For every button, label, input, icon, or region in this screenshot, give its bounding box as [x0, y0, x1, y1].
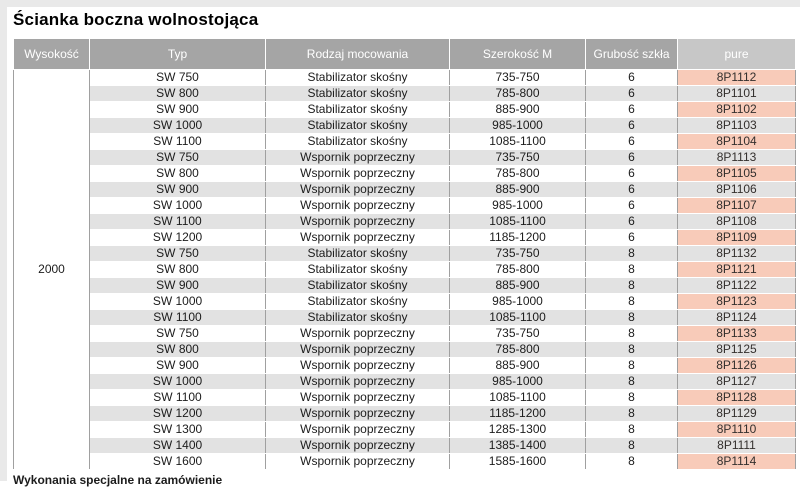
table-row	[14, 326, 796, 342]
table-row	[14, 102, 796, 118]
cell-pure: 8P1132	[678, 246, 796, 262]
cell-rodzaj-mocowania: Stabilizator skośny	[266, 278, 450, 294]
cell-grubosc-szkla: 6	[586, 214, 678, 230]
cell-grubosc-szkla: 8	[586, 294, 678, 310]
cell-typ: SW 750	[90, 150, 266, 166]
cell-szerokosc-m: 1085-1100	[450, 310, 586, 326]
cell-typ: SW 1600	[90, 454, 266, 470]
cell-pure: 8P1104	[678, 134, 796, 150]
cell-pure: 8P1127	[678, 374, 796, 390]
cell-grubosc-szkla: 6	[586, 134, 678, 150]
cell-grubosc-szkla: 8	[586, 342, 678, 358]
cell-grubosc-szkla: 6	[586, 70, 678, 86]
cell-pure: 8P1101	[678, 86, 796, 102]
cell-typ: SW 1000	[90, 374, 266, 390]
cell-rodzaj-mocowania: Wspornik poprzeczny	[266, 166, 450, 182]
cell-pure: 8P1123	[678, 294, 796, 310]
column-header-pure: pure	[678, 39, 796, 70]
cell-pure: 8P1124	[678, 310, 796, 326]
cell-pure: 8P1133	[678, 326, 796, 342]
table-row	[14, 118, 796, 134]
cell-pure: 8P1129	[678, 406, 796, 422]
cell-grubosc-szkla: 6	[586, 102, 678, 118]
table-row	[14, 246, 796, 262]
column-header-grubosc-szkla: Grubość szkła	[586, 39, 678, 70]
cell-szerokosc-m: 885-900	[450, 182, 586, 198]
column-header-wysokosc: Wysokość	[14, 39, 90, 70]
table-row	[14, 134, 796, 150]
cell-rodzaj-mocowania: Stabilizator skośny	[266, 102, 450, 118]
cell-typ: SW 1000	[90, 198, 266, 214]
cell-rodzaj-mocowania: Stabilizator skośny	[266, 118, 450, 134]
cell-rodzaj-mocowania: Wspornik poprzeczny	[266, 230, 450, 246]
cell-pure: 8P1108	[678, 214, 796, 230]
cell-typ: SW 1100	[90, 390, 266, 406]
cell-typ: SW 800	[90, 262, 266, 278]
table-row	[14, 70, 796, 86]
cell-rodzaj-mocowania: Wspornik poprzeczny	[266, 406, 450, 422]
cell-typ: SW 800	[90, 342, 266, 358]
cell-grubosc-szkla: 8	[586, 454, 678, 470]
cell-grubosc-szkla: 6	[586, 86, 678, 102]
cell-grubosc-szkla: 6	[586, 150, 678, 166]
cell-szerokosc-m: 785-800	[450, 342, 586, 358]
cell-szerokosc-m: 785-800	[450, 262, 586, 278]
cell-grubosc-szkla: 8	[586, 422, 678, 438]
cell-szerokosc-m: 735-750	[450, 70, 586, 86]
cell-pure: 8P1112	[678, 70, 796, 86]
cell-grubosc-szkla: 8	[586, 246, 678, 262]
cell-rodzaj-mocowania: Wspornik poprzeczny	[266, 214, 450, 230]
cell-pure: 8P1111	[678, 438, 796, 454]
table-row	[14, 422, 796, 438]
cell-szerokosc-m: 1185-1200	[450, 406, 586, 422]
cell-rodzaj-mocowania: Wspornik poprzeczny	[266, 198, 450, 214]
table-row	[14, 86, 796, 102]
table-row	[14, 454, 796, 470]
cell-typ: SW 750	[90, 246, 266, 262]
cell-pure: 8P1103	[678, 118, 796, 134]
product-table	[13, 38, 796, 470]
cell-pure: 8P1109	[678, 230, 796, 246]
cell-pure: 8P1125	[678, 342, 796, 358]
table-row	[14, 342, 796, 358]
cell-szerokosc-m: 885-900	[450, 358, 586, 374]
cell-grubosc-szkla: 6	[586, 198, 678, 214]
header-row	[14, 39, 796, 70]
cell-pure: 8P1113	[678, 150, 796, 166]
column-header-rodzaj-mocowania: Rodzaj mocowania	[266, 39, 450, 70]
cell-rodzaj-mocowania: Stabilizator skośny	[266, 310, 450, 326]
cell-typ: SW 1100	[90, 214, 266, 230]
table-row	[14, 182, 796, 198]
cell-rodzaj-mocowania: Wspornik poprzeczny	[266, 438, 450, 454]
column-header-typ: Typ	[90, 39, 266, 70]
cell-rodzaj-mocowania: Stabilizator skośny	[266, 134, 450, 150]
cell-grubosc-szkla: 6	[586, 166, 678, 182]
cell-pure: 8P1102	[678, 102, 796, 118]
cell-szerokosc-m: 985-1000	[450, 294, 586, 310]
cell-typ: SW 1400	[90, 438, 266, 454]
cell-typ: SW 750	[90, 70, 266, 86]
cell-grubosc-szkla: 6	[586, 182, 678, 198]
table-row	[14, 230, 796, 246]
table-row	[14, 374, 796, 390]
page-edge-top	[0, 0, 800, 7]
page-title: Ścianka boczna wolnostojąca	[13, 10, 259, 29]
cell-rodzaj-mocowania: Stabilizator skośny	[266, 262, 450, 278]
cell-szerokosc-m: 735-750	[450, 326, 586, 342]
cell-grubosc-szkla: 8	[586, 406, 678, 422]
table-row	[14, 278, 796, 294]
cell-grubosc-szkla: 8	[586, 358, 678, 374]
table-row	[14, 294, 796, 310]
cell-rodzaj-mocowania: Wspornik poprzeczny	[266, 326, 450, 342]
cell-typ: SW 900	[90, 102, 266, 118]
table-header	[14, 39, 796, 70]
cell-rodzaj-mocowania: Wspornik poprzeczny	[266, 422, 450, 438]
cell-typ: SW 1200	[90, 230, 266, 246]
table-row	[14, 406, 796, 422]
cell-grubosc-szkla: 6	[586, 118, 678, 134]
cell-pure: 8P1114	[678, 454, 796, 470]
table-row	[14, 262, 796, 278]
cell-szerokosc-m: 1085-1100	[450, 390, 586, 406]
cell-rodzaj-mocowania: Wspornik poprzeczny	[266, 342, 450, 358]
cell-typ: SW 1100	[90, 310, 266, 326]
cell-rodzaj-mocowania: Wspornik poprzeczny	[266, 454, 450, 470]
cell-pure: 8P1105	[678, 166, 796, 182]
cell-szerokosc-m: 985-1000	[450, 374, 586, 390]
table-row	[14, 438, 796, 454]
cell-szerokosc-m: 885-900	[450, 278, 586, 294]
cell-grubosc-szkla: 8	[586, 262, 678, 278]
column-header-szerokosc-m: Szerokość M	[450, 39, 586, 70]
table-row	[14, 310, 796, 326]
cell-grubosc-szkla: 8	[586, 374, 678, 390]
cell-szerokosc-m: 1085-1100	[450, 214, 586, 230]
cell-typ: SW 800	[90, 86, 266, 102]
cell-szerokosc-m: 1285-1300	[450, 422, 586, 438]
table-row	[14, 150, 796, 166]
cell-pure: 8P1128	[678, 390, 796, 406]
cell-typ: SW 800	[90, 166, 266, 182]
cell-grubosc-szkla: 6	[586, 230, 678, 246]
table-row	[14, 198, 796, 214]
cell-pure: 8P1126	[678, 358, 796, 374]
cell-rodzaj-mocowania: Wspornik poprzeczny	[266, 374, 450, 390]
cell-szerokosc-m: 1585-1600	[450, 454, 586, 470]
cell-szerokosc-m: 885-900	[450, 102, 586, 118]
cell-grubosc-szkla: 8	[586, 438, 678, 454]
cell-pure: 8P1121	[678, 262, 796, 278]
cell-szerokosc-m: 735-750	[450, 150, 586, 166]
table-body	[14, 70, 796, 470]
cell-szerokosc-m: 735-750	[450, 246, 586, 262]
cell-szerokosc-m: 1185-1200	[450, 230, 586, 246]
cell-szerokosc-m: 1085-1100	[450, 134, 586, 150]
cell-pure: 8P1110	[678, 422, 796, 438]
cell-rodzaj-mocowania: Stabilizator skośny	[266, 246, 450, 262]
cell-pure: 8P1122	[678, 278, 796, 294]
cell-rodzaj-mocowania: Wspornik poprzeczny	[266, 182, 450, 198]
cell-rodzaj-mocowania: Stabilizator skośny	[266, 294, 450, 310]
cell-rodzaj-mocowania: Wspornik poprzeczny	[266, 150, 450, 166]
cell-grubosc-szkla: 8	[586, 326, 678, 342]
cell-typ: SW 900	[90, 182, 266, 198]
cell-rodzaj-mocowania: Stabilizator skośny	[266, 86, 450, 102]
cell-typ: SW 1300	[90, 422, 266, 438]
cell-grubosc-szkla: 8	[586, 310, 678, 326]
cell-typ: SW 1000	[90, 118, 266, 134]
cell-rodzaj-mocowania: Wspornik poprzeczny	[266, 390, 450, 406]
table-row	[14, 214, 796, 230]
cell-grubosc-szkla: 8	[586, 390, 678, 406]
table-row	[14, 390, 796, 406]
cell-typ: SW 1000	[90, 294, 266, 310]
cell-szerokosc-m: 785-800	[450, 166, 586, 182]
cell-szerokosc-m: 1385-1400	[450, 438, 586, 454]
cell-szerokosc-m: 985-1000	[450, 198, 586, 214]
cell-pure: 8P1107	[678, 198, 796, 214]
cell-typ: SW 900	[90, 358, 266, 374]
cell-grubosc-szkla: 8	[586, 278, 678, 294]
cell-szerokosc-m: 985-1000	[450, 118, 586, 134]
cell-rodzaj-mocowania: Stabilizator skośny	[266, 70, 450, 86]
footer-note: Wykonania specjalne na zamówienie	[13, 473, 223, 487]
height-merged-cell: 2000	[14, 70, 90, 470]
cell-typ: SW 1100	[90, 134, 266, 150]
cell-typ: SW 750	[90, 326, 266, 342]
table-row	[14, 166, 796, 182]
cell-szerokosc-m: 785-800	[450, 86, 586, 102]
cell-typ: SW 1200	[90, 406, 266, 422]
page-edge-left	[0, 0, 7, 481]
table-row	[14, 358, 796, 374]
cell-typ: SW 900	[90, 278, 266, 294]
cell-rodzaj-mocowania: Wspornik poprzeczny	[266, 358, 450, 374]
cell-pure: 8P1106	[678, 182, 796, 198]
